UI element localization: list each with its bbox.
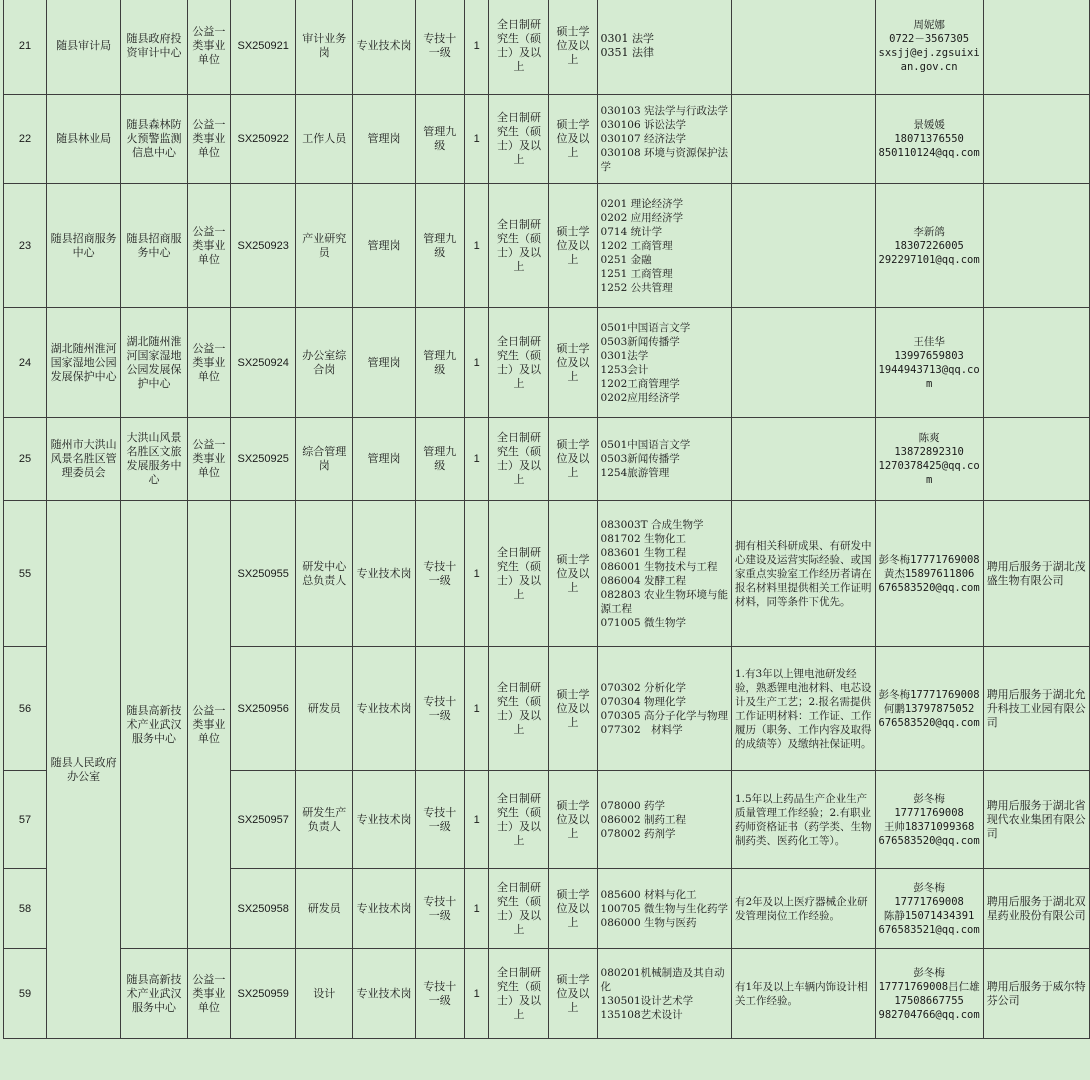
position-level-cell: 管理九级 xyxy=(415,184,464,308)
position-level-cell: 专技十一级 xyxy=(415,869,464,949)
major-item: 086004 发酵工程 xyxy=(600,574,686,587)
contact-name: 彭冬梅17771769008 xyxy=(878,553,980,566)
contact-name: 景媛媛 xyxy=(913,119,945,131)
row-number: 22 xyxy=(4,95,47,184)
position-code-cell: SX250922 xyxy=(230,95,295,184)
position-name-cell: 研发员 xyxy=(296,647,353,771)
position-category-cell: 专业技术岗 xyxy=(353,771,416,869)
major-item: 135108艺术设计 xyxy=(600,1008,683,1021)
majors-cell xyxy=(597,949,731,1039)
contact-email: 1270378425@qq.co xyxy=(878,460,980,472)
contact-phone: 13997659803 xyxy=(894,349,964,362)
education-cell: 全日制研究生（硕士）及以上 xyxy=(489,869,549,949)
position-code-cell: SX250923 xyxy=(230,184,295,308)
degree-cell: 硕士学位及以上 xyxy=(549,308,597,418)
majors-cell xyxy=(597,308,731,418)
degree-cell: 硕士学位及以上 xyxy=(549,0,597,95)
position-code-cell: SX250958 xyxy=(230,869,295,949)
other-requirements-cell xyxy=(731,308,875,418)
degree-cell: 硕士学位及以上 xyxy=(549,647,597,771)
department-cell: 随州市大洪山风景名胜区管理委员会 xyxy=(47,418,121,501)
position-category-cell: 专业技术岗 xyxy=(353,949,416,1039)
row-number: 24 xyxy=(4,308,47,418)
contact-cell xyxy=(875,0,983,95)
unit-type-cell: 公益一类事业单位 xyxy=(187,308,230,418)
major-item: 130501设计艺术学 xyxy=(600,994,694,1007)
contact-email: 292297101@qq.com xyxy=(878,253,980,266)
major-item: 1251 工商管理 xyxy=(600,267,673,280)
row-number: 57 xyxy=(4,771,47,869)
position-category-cell: 管理岗 xyxy=(353,418,416,501)
position-code-cell: SX250924 xyxy=(230,308,295,418)
other-requirements-cell: 1.5年以上药品生产企业生产质量管理工作经验；2.有职业药师资格证书（药学类、生物制药类、医药化工等）。 xyxy=(731,771,875,869)
majors-cell xyxy=(597,869,731,949)
other-requirements-cell xyxy=(731,418,875,501)
contact-cell xyxy=(875,95,983,184)
recruit-count-cell: 1 xyxy=(464,95,489,184)
contact-cell xyxy=(875,771,983,869)
education-cell: 全日制研究生（硕士）及以上 xyxy=(489,501,549,647)
contact-phone: 0722－3567305 xyxy=(889,32,970,45)
position-category-cell: 管理岗 xyxy=(353,95,416,184)
contact-cell xyxy=(875,869,983,949)
major-item: 0503新闻传播学 xyxy=(600,453,680,465)
major-item: 083601 生物工程 xyxy=(600,546,686,559)
position-name-cell: 产业研究员 xyxy=(296,184,353,308)
unit-type-cell: 公益一类事业单位 xyxy=(187,0,230,95)
position-level-cell: 专技十一级 xyxy=(415,949,464,1039)
other-requirements-cell: 拥有相关科研成果、有研发中心建设及运营实际经验、或国家重点实验室工作经历者请在报名材料里提供相关工作证明材料，同等条件下优先。 xyxy=(731,501,875,647)
contact-cell xyxy=(875,501,983,647)
recruit-count-cell: 1 xyxy=(464,869,489,949)
contact-cell xyxy=(875,949,983,1039)
table-row xyxy=(4,308,1090,418)
major-item: 070302 分析化学 xyxy=(600,681,686,694)
major-item: 083003T 合成生物学 xyxy=(600,518,704,531)
major-item: 0201 理论经济学 xyxy=(600,197,684,210)
table-row xyxy=(4,949,1090,1039)
other-requirements-cell: 有2年及以上医疗器械企业研发管理岗位工作经验。 xyxy=(731,869,875,949)
other-requirements-cell xyxy=(731,184,875,308)
position-category-cell: 专业技术岗 xyxy=(353,501,416,647)
contact-phone: 何鹏13797875052 xyxy=(883,702,975,715)
contact-email: 676583520@qq.com xyxy=(878,581,980,594)
position-category-cell: 管理岗 xyxy=(353,184,416,308)
recruit-count-cell: 1 xyxy=(464,0,489,95)
table-row xyxy=(4,0,1090,95)
majors-cell xyxy=(597,418,731,501)
contact-name: 王佳华 xyxy=(913,335,945,348)
position-name-cell: 工作人员 xyxy=(296,95,353,184)
major-item: 1202 工商管理 xyxy=(600,239,673,252)
contact-name: 李新鸽 xyxy=(913,225,945,238)
recruit-count-cell: 1 xyxy=(464,647,489,771)
contact-phone: 王帅18371099368 xyxy=(883,820,975,833)
contact-name: 陈爽 xyxy=(918,432,940,444)
remark-cell: 聘用后服务于湖北省现代农业集团有限公司 xyxy=(983,771,1089,869)
position-code-cell: SX250957 xyxy=(230,771,295,869)
major-item: 070304 物理化学 xyxy=(600,695,686,708)
remark-cell xyxy=(983,95,1089,184)
position-category-cell: 专业技术岗 xyxy=(353,647,416,771)
position-category-cell: 管理岗 xyxy=(353,308,416,418)
degree-cell: 硕士学位及以上 xyxy=(549,771,597,869)
major-item: 0503新闻传播学 xyxy=(600,335,680,348)
degree-cell: 硕士学位及以上 xyxy=(549,869,597,949)
education-cell: 全日制研究生（硕士）及以上 xyxy=(489,95,549,184)
majors-cell xyxy=(597,771,731,869)
other-requirements-cell xyxy=(731,0,875,95)
row-number: 21 xyxy=(4,0,47,95)
major-item: 0301 法学 xyxy=(600,31,655,45)
position-level-cell: 专技十一级 xyxy=(415,647,464,771)
position-code-cell: SX250955 xyxy=(230,501,295,647)
major-item: 081702 生物化工 xyxy=(600,532,686,545)
contact-email: 1944943713@qq.co xyxy=(878,363,980,376)
department-cell: 随县人民政府办公室 xyxy=(47,501,121,1039)
contact-phone: 17771769008 xyxy=(894,895,964,908)
major-item: 0501中国语言文学 xyxy=(600,439,691,451)
contact-email: an.gov.cn xyxy=(900,60,958,73)
education-cell: 全日制研究生（硕士）及以上 xyxy=(489,184,549,308)
position-name-cell: 研发生产负责人 xyxy=(296,771,353,869)
remark-cell: 聘用后服务于湖北允升科技工业园有限公司 xyxy=(983,647,1089,771)
contact-email: 676583520@qq.com xyxy=(878,716,980,729)
contact-phone: 13872892310 xyxy=(894,446,964,458)
remark-cell: 聘用后服务于湖北双星药业股份有限公司 xyxy=(983,869,1089,949)
major-item: 071005 微生物学 xyxy=(600,616,686,629)
row-number: 23 xyxy=(4,184,47,308)
other-requirements-cell: 1.有3年以上锂电池研发经验，熟悉锂电池材料、电芯设计及生产工艺；2.报名需提供工作证明材料：工作证、工作履历（职务、工作内容及取得的成绩等）及缴纳社保证明。 xyxy=(731,647,875,771)
remark-cell xyxy=(983,418,1089,501)
position-code-cell: SX250959 xyxy=(230,949,295,1039)
major-item: 078002 药剂学 xyxy=(600,827,676,840)
contact-email: m xyxy=(925,474,933,486)
position-name-cell: 办公室综合岗 xyxy=(296,308,353,418)
contact-email: 676583521@qq.com xyxy=(878,923,980,936)
recruit-count-cell: 1 xyxy=(464,949,489,1039)
contact-phone: 黄杰15897611806 xyxy=(883,567,975,580)
contact-email: sxsjj@ej.zgsuixi xyxy=(878,46,980,59)
position-level-cell: 专技十一级 xyxy=(415,0,464,95)
degree-cell: 硕士学位及以上 xyxy=(549,95,597,184)
unit-cell: 随县政府投资审计中心 xyxy=(121,0,187,95)
education-cell: 全日制研究生（硕士）及以上 xyxy=(489,418,549,501)
position-code-cell: SX250925 xyxy=(230,418,295,501)
major-item: 0202 应用经济学 xyxy=(600,211,684,224)
major-item: 030106 诉讼法学 xyxy=(600,119,686,131)
unit-cell: 随县招商服务中心 xyxy=(121,184,187,308)
major-item: 030108 环境与资源保护法学 xyxy=(600,147,728,173)
unit-type-cell: 公益一类事业单位 xyxy=(187,95,230,184)
major-item: 0251 金融 xyxy=(600,253,652,266)
position-name-cell: 设计 xyxy=(296,949,353,1039)
remark-cell xyxy=(983,184,1089,308)
education-cell: 全日制研究生（硕士）及以上 xyxy=(489,308,549,418)
row-number: 59 xyxy=(4,949,47,1039)
contact-phone: 17771769008吕仁雄17508667755 xyxy=(878,980,980,1007)
position-category-cell: 专业技术岗 xyxy=(353,0,416,95)
recruit-count-cell: 1 xyxy=(464,308,489,418)
education-cell: 全日制研究生（硕士）及以上 xyxy=(489,647,549,771)
contact-cell xyxy=(875,647,983,771)
contact-cell xyxy=(875,184,983,308)
row-number: 25 xyxy=(4,418,47,501)
table-row xyxy=(4,501,1090,647)
majors-cell xyxy=(597,0,731,95)
contact-name: 彭冬梅 xyxy=(913,792,945,805)
remark-cell xyxy=(983,0,1089,95)
contact-name: 周妮娜 xyxy=(913,18,945,31)
position-name-cell: 综合管理岗 xyxy=(296,418,353,501)
contact-email: 676583520@qq.com xyxy=(878,834,980,847)
recruit-count-cell: 1 xyxy=(464,501,489,647)
major-item: 0301法学 xyxy=(600,349,649,362)
unit-cell: 随县高新技术产业武汉服务中心 xyxy=(121,501,187,949)
row-number: 55 xyxy=(4,501,47,647)
majors-cell xyxy=(597,647,731,771)
table-row xyxy=(4,95,1090,184)
contact-phone: 陈静15071434391 xyxy=(883,909,975,922)
table-row xyxy=(4,418,1090,501)
position-level-cell: 专技十一级 xyxy=(415,771,464,869)
unit-cell: 大洪山风景名胜区文旅发展服务中心 xyxy=(121,418,187,501)
other-requirements-cell: 有1年及以上车辆内饰设计相关工作经验。 xyxy=(731,949,875,1039)
contact-name: 彭冬梅 xyxy=(913,881,945,894)
remark-cell: 聘用后服务于湖北茂盛生物有限公司 xyxy=(983,501,1089,647)
major-item: 086002 制药工程 xyxy=(600,813,686,826)
major-item: 1252 公共管理 xyxy=(600,281,673,294)
position-code-cell: SX250921 xyxy=(230,0,295,95)
recruit-count-cell: 1 xyxy=(464,184,489,308)
position-level-cell: 管理九级 xyxy=(415,418,464,501)
contact-phone: 18071376550 xyxy=(894,133,964,145)
row-number: 58 xyxy=(4,869,47,949)
unit-type-cell: 公益一类事业单位 xyxy=(187,501,230,949)
position-name-cell: 研发员 xyxy=(296,869,353,949)
unit-type-cell: 公益一类事业单位 xyxy=(187,184,230,308)
contact-email: 850110124@qq.com xyxy=(878,147,980,159)
majors-cell xyxy=(597,501,749,647)
major-item: 0351 法律 xyxy=(600,45,655,59)
education-cell: 全日制研究生（硕士）及以上 xyxy=(489,0,549,95)
contact-name: 彭冬梅 xyxy=(913,966,945,979)
contact-phone: 18307226005 xyxy=(894,239,964,252)
position-level-cell: 管理九级 xyxy=(415,308,464,418)
major-item: 0714 统计学 xyxy=(600,225,663,238)
position-name-cell: 审计业务岗 xyxy=(296,0,353,95)
other-requirements-cell xyxy=(731,95,875,184)
degree-cell: 硕士学位及以上 xyxy=(549,949,597,1039)
major-item: 100705 微生物与生化药学 xyxy=(600,902,728,915)
unit-cell: 随县森林防火预警监测信息中心 xyxy=(121,95,187,184)
table-row xyxy=(4,184,1090,308)
major-item: 085600 材料与化工 xyxy=(600,888,697,901)
education-cell: 全日制研究生（硕士）及以上 xyxy=(489,949,549,1039)
major-item: 1253会计 xyxy=(600,363,649,376)
department-cell: 湖北随州淮河国家湿地公园发展保护中心 xyxy=(47,308,121,418)
recruit-count-cell: 1 xyxy=(464,771,489,869)
degree-cell: 硕士学位及以上 xyxy=(549,184,597,308)
department-cell: 随县林业局 xyxy=(47,95,121,184)
degree-cell: 硕士学位及以上 xyxy=(549,418,597,501)
position-name-cell: 研发中心总负责人 xyxy=(296,501,353,647)
remark-cell xyxy=(983,308,1089,418)
major-item: 086001 生物技术与工程 xyxy=(600,560,718,573)
degree-cell: 硕士学位及以上 xyxy=(549,501,597,647)
major-item: 070305 高分子化学与物理 xyxy=(600,709,728,722)
majors-cell xyxy=(597,95,731,184)
major-item: 077302 材料学 xyxy=(600,723,683,736)
major-item: 086000 生物与医药 xyxy=(600,916,697,929)
major-item: 0501中国语言文学 xyxy=(600,321,691,334)
major-item: 1254旅游管理 xyxy=(600,467,670,479)
major-item: 080201机械制造及其自动化 xyxy=(600,966,725,993)
major-item: 1202工商管理学 xyxy=(600,377,680,390)
position-category-cell: 专业技术岗 xyxy=(353,869,416,949)
major-item: 0202应用经济学 xyxy=(600,391,680,404)
majors-cell xyxy=(597,184,731,308)
major-item: 030103 宪法学与行政法学 xyxy=(600,105,728,117)
unit-type-cell: 公益一类事业单位 xyxy=(187,418,230,501)
recruitment-table xyxy=(3,0,1090,1039)
contact-cell xyxy=(875,308,983,418)
row-number: 56 xyxy=(4,647,47,771)
unit-cell: 随县高新技术产业武汉服务中心 xyxy=(121,949,187,1039)
department-cell: 随县招商服务中心 xyxy=(47,184,121,308)
unit-type-cell: 公益一类事业单位 xyxy=(187,949,230,1039)
recruit-count-cell: 1 xyxy=(464,418,489,501)
department-cell: 随县审计局 xyxy=(47,0,121,95)
unit-cell: 湖北随州淮河国家湿地公园发展保护中心 xyxy=(121,308,187,418)
education-cell: 全日制研究生（硕士）及以上 xyxy=(489,771,549,869)
position-level-cell: 管理九级 xyxy=(415,95,464,184)
contact-email: m xyxy=(925,377,933,390)
contact-email: 982704766@qq.com xyxy=(878,1008,980,1021)
major-item: 082803 农业生物环境与能 源工程 xyxy=(600,588,749,615)
position-code-cell: SX250956 xyxy=(230,647,295,771)
contact-name: 彭冬梅17771769008 xyxy=(878,688,980,701)
remark-cell: 聘用后服务于威尔特芬公司 xyxy=(983,949,1089,1039)
contact-cell xyxy=(875,418,983,501)
major-item: 030107 经济法学 xyxy=(600,133,686,145)
contact-phone: 17771769008 xyxy=(894,806,964,819)
major-item: 078000 药学 xyxy=(600,799,665,812)
position-level-cell: 专技十一级 xyxy=(415,501,464,647)
